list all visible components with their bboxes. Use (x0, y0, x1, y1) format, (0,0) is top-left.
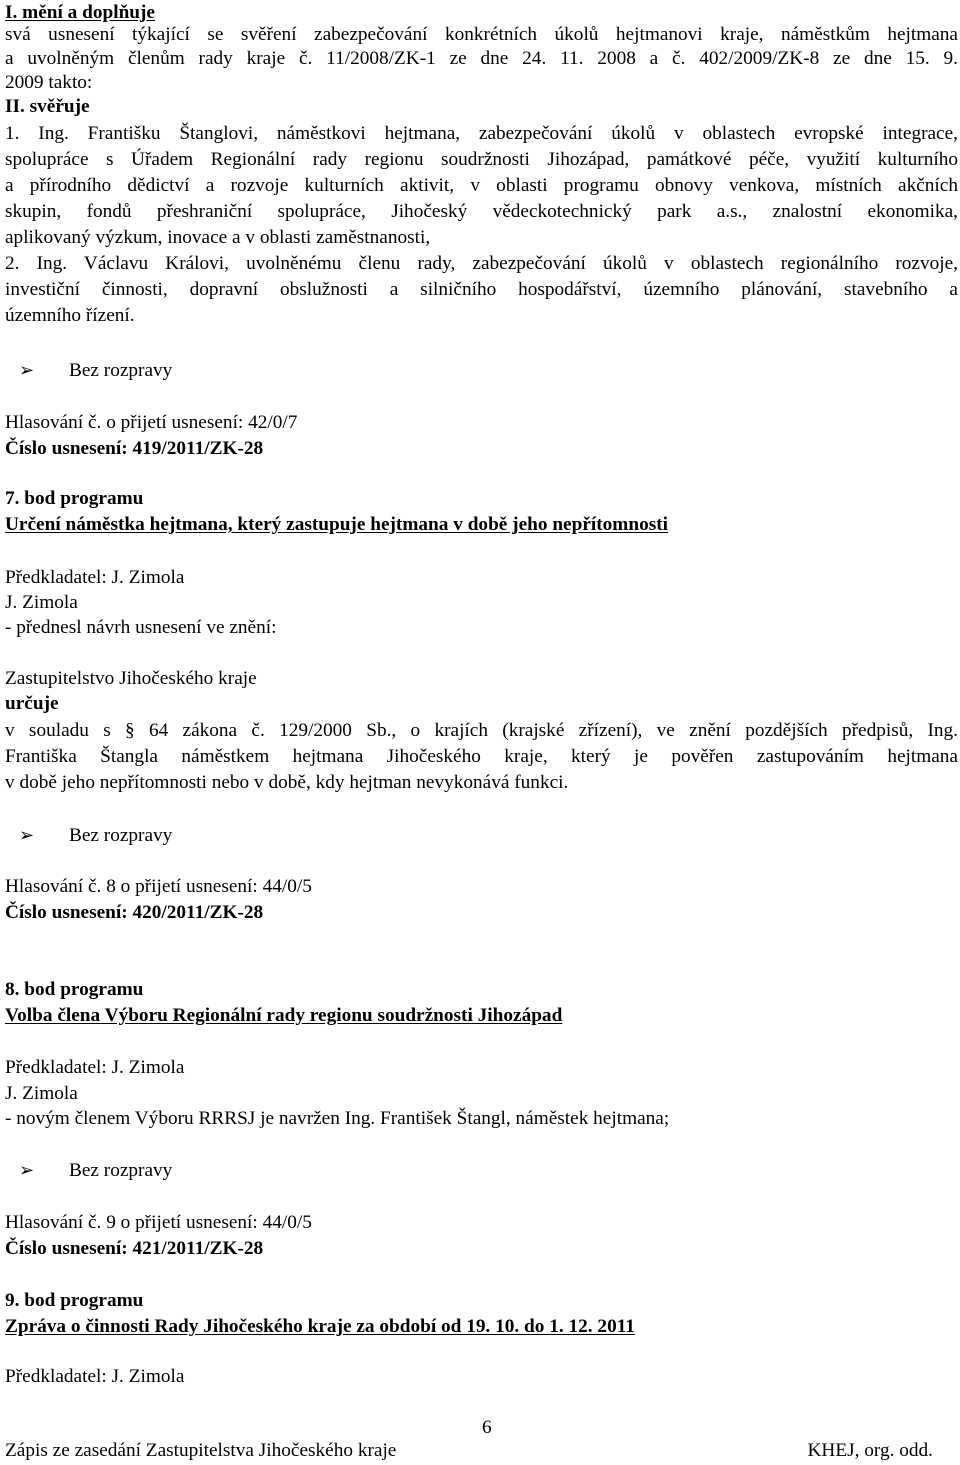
text-line: svá usnesení týkající se svěření zabezpečování konkrétních úkolů hejtmanovi kraje, náměstkům hejtmana (5, 24, 958, 45)
text-line: 2009 takto: (5, 72, 93, 93)
text-line: 2. Ing. Václavu Královi, uvolněnému členu rady, zabezpečování úkolů v oblastech regionálního rozvoje, (5, 253, 958, 274)
agenda-item-number: 7. bod programu (5, 488, 144, 509)
page-number: 6 (482, 1417, 492, 1438)
vote-line: Hlasování č. 8 o přijetí usnesení: 44/0/5 (5, 876, 312, 897)
text-line: 1. Ing. Františku Štanglovi, náměstkovi hejtmana, zabezpečování úkolů v oblastech evropské integrace, (5, 123, 958, 144)
resolution-verb: určuje (5, 693, 59, 714)
speaker-line: J. Zimola (5, 592, 78, 613)
bullet-item (5, 357, 172, 384)
bullet-text: Bez rozpravy (69, 360, 173, 381)
arrowhead-bullet-icon: ➢ (19, 1160, 35, 1180)
bullet-text: Bez rozpravy (69, 1160, 173, 1181)
bullet-item (5, 822, 172, 849)
speaker-line: J. Zimola (5, 1083, 78, 1104)
text-line: a uvolněným členům rady kraje č. 11/2008/ZK-1 ze dne 24. 11. 2008 a č. 402/2009/ZK-8 ze dne 15. 9. (5, 48, 958, 69)
arrowhead-bullet-icon: ➢ (19, 360, 35, 380)
text-line: spolupráce s Úřadem Regionální rady regionu soudržnosti Jihozápad, památkové péče, využití kulturního (5, 149, 958, 170)
footer-right-text: KHEJ, org. odd. (807, 1440, 933, 1461)
agenda-item-number: 8. bod programu (5, 979, 144, 1000)
agenda-item-title: Určení náměstka hejtmana, který zastupuje hejtmana v době jeho nepřítomnosti (5, 514, 669, 535)
agenda-item-title: Volba člena Výboru Regionální rady regionu soudržnosti Jihozápad (5, 1005, 563, 1026)
text-line: v době jeho nepřítomnosti nebo v době, kdy hejtman nevykonává funkci. (5, 772, 569, 793)
text-line: v souladu s § 64 zákona č. 129/2000 Sb., o krajích (krajské zřízení), ve znění pozdějších předpisů, Ing. (5, 720, 958, 741)
resolution-number: Číslo usnesení: 421/2011/ZK-28 (5, 1238, 264, 1259)
text-line: a přírodního dědictví a rozvoje kulturních aktivit, v oblasti programu obnovy venkova, místních akčních (5, 175, 958, 196)
presenter-line: Předkladatel: J. Zimola (5, 1366, 185, 1387)
arrowhead-bullet-icon: ➢ (19, 825, 35, 845)
presenter-line: Předkladatel: J. Zimola (5, 567, 185, 588)
section-heading-sveruje: II. svěřuje (5, 96, 90, 117)
resolution-number: Číslo usnesení: 419/2011/ZK-28 (5, 438, 264, 459)
agenda-item-number: 9. bod programu (5, 1290, 144, 1311)
text-line: územního řízení. (5, 305, 135, 326)
text-line: skupin, fondů přeshraniční spolupráce, Jihočeský vědeckotechnický park a.s., znalostní ekonomika, (5, 201, 958, 222)
presenter-line: Předkladatel: J. Zimola (5, 1057, 185, 1078)
text-line: Zastupitelstvo Jihočeského kraje (5, 668, 257, 689)
text-line: aplikovaný výzkum, inovace a v oblasti zaměstnanosti, (5, 227, 431, 248)
text-line: - přednesl návrh usnesení ve znění: (5, 617, 277, 638)
footer-left-text: Zápis ze zasedání Zastupitelstva Jihočeského kraje (5, 1440, 397, 1461)
bullet-item (5, 1157, 172, 1184)
resolution-number: Číslo usnesení: 420/2011/ZK-28 (5, 902, 264, 923)
text-line: investiční činnosti, dopravní obslužnosti a silničního hospodářství, územního plánování, stavebního a (5, 279, 958, 300)
agenda-item-title: Zpráva o činnosti Rady Jihočeského kraje za období od 19. 10. do 1. 12. 2011 (5, 1316, 635, 1337)
vote-line: Hlasování č. o přijetí usnesení: 42/0/7 (5, 412, 298, 433)
vote-line: Hlasování č. 9 o přijetí usnesení: 44/0/5 (5, 1212, 312, 1233)
text-line: Františka Štangla náměstkem hejtmana Jihočeského kraje, který je pověřen zastupováním hejtmana (5, 746, 958, 767)
section-heading-meni: I. mění a doplňuje (5, 2, 155, 23)
bullet-text: Bez rozpravy (69, 825, 173, 846)
text-line: - novým členem Výboru RRRSJ je navržen Ing. František Štangl, náměstek hejtmana; (5, 1108, 670, 1129)
